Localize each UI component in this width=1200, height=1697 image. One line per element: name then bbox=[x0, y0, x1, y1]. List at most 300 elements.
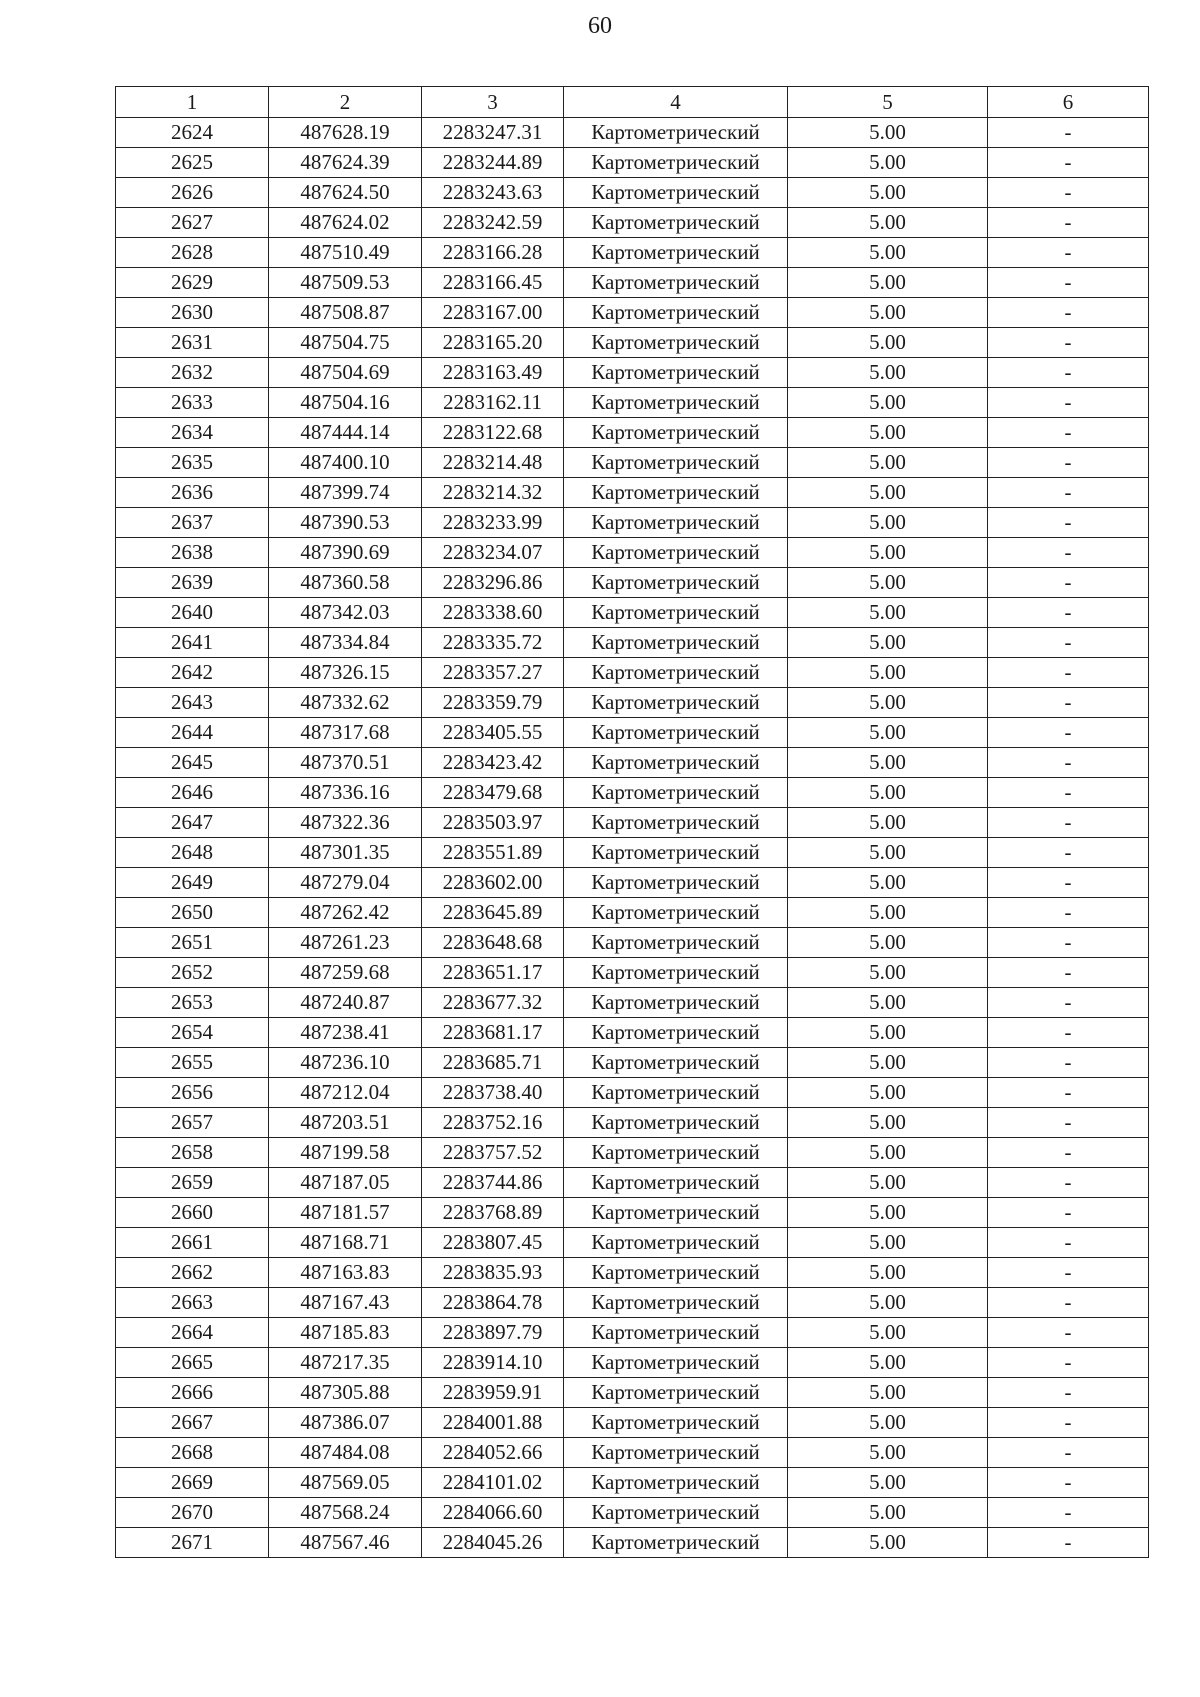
cell-note: - bbox=[988, 448, 1149, 478]
cell-x-coordinate: 487317.68 bbox=[269, 718, 422, 748]
cell-note: - bbox=[988, 238, 1149, 268]
table-row bbox=[116, 808, 1149, 838]
cell-accuracy: 5.00 bbox=[788, 718, 988, 748]
cell-y-coordinate: 2283685.71 bbox=[422, 1048, 564, 1078]
cell-y-coordinate: 2283479.68 bbox=[422, 778, 564, 808]
cell-note: - bbox=[988, 1408, 1149, 1438]
cell-x-coordinate: 487203.51 bbox=[269, 1108, 422, 1138]
cell-x-coordinate: 487187.05 bbox=[269, 1168, 422, 1198]
cell-method: Картометрический bbox=[564, 1228, 788, 1258]
cell-accuracy: 5.00 bbox=[788, 148, 988, 178]
cell-point-number: 2634 bbox=[116, 418, 269, 448]
cell-note: - bbox=[988, 898, 1149, 928]
table-row bbox=[116, 1258, 1149, 1288]
table-row bbox=[116, 748, 1149, 778]
cell-point-number: 2629 bbox=[116, 268, 269, 298]
cell-note: - bbox=[988, 1528, 1149, 1558]
cell-accuracy: 5.00 bbox=[788, 328, 988, 358]
cell-note: - bbox=[988, 508, 1149, 538]
cell-note: - bbox=[988, 868, 1149, 898]
cell-x-coordinate: 487279.04 bbox=[269, 868, 422, 898]
cell-x-coordinate: 487390.53 bbox=[269, 508, 422, 538]
cell-accuracy: 5.00 bbox=[788, 1198, 988, 1228]
cell-point-number: 2651 bbox=[116, 928, 269, 958]
cell-x-coordinate: 487301.35 bbox=[269, 838, 422, 868]
cell-accuracy: 5.00 bbox=[788, 1498, 988, 1528]
cell-accuracy: 5.00 bbox=[788, 988, 988, 1018]
cell-method: Картометрический bbox=[564, 1348, 788, 1378]
cell-x-coordinate: 487624.39 bbox=[269, 148, 422, 178]
cell-method: Картометрический bbox=[564, 1528, 788, 1558]
table-row bbox=[116, 208, 1149, 238]
cell-y-coordinate: 2283233.99 bbox=[422, 508, 564, 538]
cell-y-coordinate: 2283835.93 bbox=[422, 1258, 564, 1288]
cell-accuracy: 5.00 bbox=[788, 658, 988, 688]
cell-point-number: 2668 bbox=[116, 1438, 269, 1468]
cell-method: Картометрический bbox=[564, 1468, 788, 1498]
cell-x-coordinate: 487504.69 bbox=[269, 358, 422, 388]
cell-accuracy: 5.00 bbox=[788, 1438, 988, 1468]
cell-x-coordinate: 487624.02 bbox=[269, 208, 422, 238]
table-row bbox=[116, 1348, 1149, 1378]
cell-note: - bbox=[988, 298, 1149, 328]
cell-x-coordinate: 487569.05 bbox=[269, 1468, 422, 1498]
cell-y-coordinate: 2283244.89 bbox=[422, 148, 564, 178]
table-header-row bbox=[116, 87, 1149, 118]
cell-point-number: 2663 bbox=[116, 1288, 269, 1318]
table-row bbox=[116, 838, 1149, 868]
table-row bbox=[116, 688, 1149, 718]
cell-y-coordinate: 2283165.20 bbox=[422, 328, 564, 358]
cell-x-coordinate: 487261.23 bbox=[269, 928, 422, 958]
cell-y-coordinate: 2283167.00 bbox=[422, 298, 564, 328]
cell-y-coordinate: 2283338.60 bbox=[422, 598, 564, 628]
table-row bbox=[116, 1048, 1149, 1078]
cell-accuracy: 5.00 bbox=[788, 928, 988, 958]
cell-point-number: 2659 bbox=[116, 1168, 269, 1198]
cell-accuracy: 5.00 bbox=[788, 1318, 988, 1348]
cell-note: - bbox=[988, 808, 1149, 838]
cell-accuracy: 5.00 bbox=[788, 1048, 988, 1078]
cell-point-number: 2653 bbox=[116, 988, 269, 1018]
cell-x-coordinate: 487386.07 bbox=[269, 1408, 422, 1438]
cell-y-coordinate: 2283359.79 bbox=[422, 688, 564, 718]
table-row bbox=[116, 898, 1149, 928]
cell-method: Картометрический bbox=[564, 778, 788, 808]
cell-accuracy: 5.00 bbox=[788, 958, 988, 988]
cell-method: Картометрический bbox=[564, 238, 788, 268]
cell-accuracy: 5.00 bbox=[788, 1228, 988, 1258]
cell-x-coordinate: 487181.57 bbox=[269, 1198, 422, 1228]
cell-x-coordinate: 487305.88 bbox=[269, 1378, 422, 1408]
cell-accuracy: 5.00 bbox=[788, 118, 988, 148]
cell-y-coordinate: 2284045.26 bbox=[422, 1528, 564, 1558]
cell-method: Картометрический bbox=[564, 1408, 788, 1438]
cell-point-number: 2660 bbox=[116, 1198, 269, 1228]
table-row bbox=[116, 1018, 1149, 1048]
cell-x-coordinate: 487509.53 bbox=[269, 268, 422, 298]
cell-point-number: 2646 bbox=[116, 778, 269, 808]
cell-method: Картометрический bbox=[564, 178, 788, 208]
cell-x-coordinate: 487504.75 bbox=[269, 328, 422, 358]
cell-accuracy: 5.00 bbox=[788, 1168, 988, 1198]
cell-y-coordinate: 2283247.31 bbox=[422, 118, 564, 148]
cell-method: Картометрический bbox=[564, 808, 788, 838]
cell-x-coordinate: 487624.50 bbox=[269, 178, 422, 208]
cell-note: - bbox=[988, 1018, 1149, 1048]
cell-note: - bbox=[988, 718, 1149, 748]
cell-y-coordinate: 2284066.60 bbox=[422, 1498, 564, 1528]
cell-y-coordinate: 2283405.55 bbox=[422, 718, 564, 748]
cell-note: - bbox=[988, 778, 1149, 808]
table-row bbox=[116, 1468, 1149, 1498]
cell-note: - bbox=[988, 1138, 1149, 1168]
cell-x-coordinate: 487360.58 bbox=[269, 568, 422, 598]
cell-point-number: 2636 bbox=[116, 478, 269, 508]
cell-method: Картометрический bbox=[564, 1078, 788, 1108]
cell-accuracy: 5.00 bbox=[788, 1348, 988, 1378]
column-header: 3 bbox=[422, 87, 564, 118]
cell-point-number: 2656 bbox=[116, 1078, 269, 1108]
cell-point-number: 2647 bbox=[116, 808, 269, 838]
cell-point-number: 2631 bbox=[116, 328, 269, 358]
table-row bbox=[116, 448, 1149, 478]
cell-note: - bbox=[988, 838, 1149, 868]
cell-point-number: 2671 bbox=[116, 1528, 269, 1558]
table-row bbox=[116, 148, 1149, 178]
cell-x-coordinate: 487332.62 bbox=[269, 688, 422, 718]
cell-x-coordinate: 487212.04 bbox=[269, 1078, 422, 1108]
cell-note: - bbox=[988, 958, 1149, 988]
cell-accuracy: 5.00 bbox=[788, 568, 988, 598]
cell-x-coordinate: 487568.24 bbox=[269, 1498, 422, 1528]
cell-method: Картометрический bbox=[564, 418, 788, 448]
cell-note: - bbox=[988, 688, 1149, 718]
cell-method: Картометрический bbox=[564, 838, 788, 868]
cell-x-coordinate: 487504.16 bbox=[269, 388, 422, 418]
cell-accuracy: 5.00 bbox=[788, 238, 988, 268]
cell-method: Картометрический bbox=[564, 1258, 788, 1288]
cell-point-number: 2654 bbox=[116, 1018, 269, 1048]
cell-x-coordinate: 487508.87 bbox=[269, 298, 422, 328]
cell-method: Картометрический bbox=[564, 1318, 788, 1348]
cell-method: Картометрический bbox=[564, 208, 788, 238]
table-row bbox=[116, 388, 1149, 418]
cell-accuracy: 5.00 bbox=[788, 478, 988, 508]
cell-y-coordinate: 2283651.17 bbox=[422, 958, 564, 988]
column-header: 4 bbox=[564, 87, 788, 118]
cell-y-coordinate: 2283602.00 bbox=[422, 868, 564, 898]
cell-point-number: 2638 bbox=[116, 538, 269, 568]
cell-accuracy: 5.00 bbox=[788, 598, 988, 628]
cell-y-coordinate: 2283768.89 bbox=[422, 1198, 564, 1228]
cell-x-coordinate: 487390.69 bbox=[269, 538, 422, 568]
cell-method: Картометрический bbox=[564, 1288, 788, 1318]
cell-x-coordinate: 487240.87 bbox=[269, 988, 422, 1018]
cell-method: Картометрический bbox=[564, 718, 788, 748]
cell-point-number: 2641 bbox=[116, 628, 269, 658]
cell-point-number: 2664 bbox=[116, 1318, 269, 1348]
cell-note: - bbox=[988, 358, 1149, 388]
cell-note: - bbox=[988, 1228, 1149, 1258]
cell-accuracy: 5.00 bbox=[788, 508, 988, 538]
table-row bbox=[116, 868, 1149, 898]
cell-note: - bbox=[988, 148, 1149, 178]
cell-point-number: 2648 bbox=[116, 838, 269, 868]
table-row bbox=[116, 418, 1149, 448]
cell-accuracy: 5.00 bbox=[788, 358, 988, 388]
table-row bbox=[116, 358, 1149, 388]
cell-y-coordinate: 2283744.86 bbox=[422, 1168, 564, 1198]
cell-point-number: 2667 bbox=[116, 1408, 269, 1438]
cell-note: - bbox=[988, 1438, 1149, 1468]
cell-accuracy: 5.00 bbox=[788, 538, 988, 568]
cell-method: Картометрический bbox=[564, 688, 788, 718]
cell-y-coordinate: 2283648.68 bbox=[422, 928, 564, 958]
table-row bbox=[116, 1108, 1149, 1138]
cell-x-coordinate: 487399.74 bbox=[269, 478, 422, 508]
table-row bbox=[116, 1318, 1149, 1348]
cell-accuracy: 5.00 bbox=[788, 1288, 988, 1318]
cell-y-coordinate: 2284101.02 bbox=[422, 1468, 564, 1498]
cell-point-number: 2670 bbox=[116, 1498, 269, 1528]
cell-note: - bbox=[988, 268, 1149, 298]
cell-note: - bbox=[988, 1468, 1149, 1498]
cell-point-number: 2666 bbox=[116, 1378, 269, 1408]
page-number: 60 bbox=[588, 13, 612, 39]
column-header: 6 bbox=[988, 87, 1149, 118]
cell-point-number: 2643 bbox=[116, 688, 269, 718]
cell-accuracy: 5.00 bbox=[788, 1258, 988, 1288]
cell-accuracy: 5.00 bbox=[788, 178, 988, 208]
cell-x-coordinate: 487510.49 bbox=[269, 238, 422, 268]
cell-method: Картометрический bbox=[564, 928, 788, 958]
cell-x-coordinate: 487370.51 bbox=[269, 748, 422, 778]
cell-method: Картометрический bbox=[564, 958, 788, 988]
cell-point-number: 2644 bbox=[116, 718, 269, 748]
cell-y-coordinate: 2283423.42 bbox=[422, 748, 564, 778]
cell-accuracy: 5.00 bbox=[788, 808, 988, 838]
cell-x-coordinate: 487628.19 bbox=[269, 118, 422, 148]
cell-x-coordinate: 487322.36 bbox=[269, 808, 422, 838]
table-row bbox=[116, 538, 1149, 568]
cell-x-coordinate: 487163.83 bbox=[269, 1258, 422, 1288]
cell-y-coordinate: 2283738.40 bbox=[422, 1078, 564, 1108]
cell-x-coordinate: 487168.71 bbox=[269, 1228, 422, 1258]
cell-method: Картометрический bbox=[564, 898, 788, 928]
table-row bbox=[116, 598, 1149, 628]
cell-x-coordinate: 487217.35 bbox=[269, 1348, 422, 1378]
cell-point-number: 2658 bbox=[116, 1138, 269, 1168]
cell-accuracy: 5.00 bbox=[788, 838, 988, 868]
cell-y-coordinate: 2283243.63 bbox=[422, 178, 564, 208]
cell-note: - bbox=[988, 748, 1149, 778]
table-row bbox=[116, 1378, 1149, 1408]
cell-accuracy: 5.00 bbox=[788, 898, 988, 928]
cell-accuracy: 5.00 bbox=[788, 388, 988, 418]
cell-x-coordinate: 487484.08 bbox=[269, 1438, 422, 1468]
cell-y-coordinate: 2283645.89 bbox=[422, 898, 564, 928]
cell-point-number: 2669 bbox=[116, 1468, 269, 1498]
cell-point-number: 2639 bbox=[116, 568, 269, 598]
cell-note: - bbox=[988, 1348, 1149, 1378]
table-row bbox=[116, 118, 1149, 148]
table-row bbox=[116, 238, 1149, 268]
cell-method: Картометрический bbox=[564, 538, 788, 568]
cell-method: Картометрический bbox=[564, 598, 788, 628]
cell-y-coordinate: 2283757.52 bbox=[422, 1138, 564, 1168]
cell-method: Картометрический bbox=[564, 358, 788, 388]
cell-note: - bbox=[988, 478, 1149, 508]
cell-point-number: 2642 bbox=[116, 658, 269, 688]
cell-note: - bbox=[988, 598, 1149, 628]
cell-y-coordinate: 2283166.28 bbox=[422, 238, 564, 268]
column-header: 1 bbox=[116, 87, 269, 118]
cell-method: Картометрический bbox=[564, 568, 788, 598]
table-row bbox=[116, 928, 1149, 958]
table-row bbox=[116, 178, 1149, 208]
cell-y-coordinate: 2283914.10 bbox=[422, 1348, 564, 1378]
table-body bbox=[116, 118, 1149, 1558]
cell-accuracy: 5.00 bbox=[788, 1408, 988, 1438]
cell-accuracy: 5.00 bbox=[788, 1528, 988, 1558]
column-header: 2 bbox=[269, 87, 422, 118]
cell-note: - bbox=[988, 1318, 1149, 1348]
cell-method: Картометрический bbox=[564, 1048, 788, 1078]
cell-accuracy: 5.00 bbox=[788, 1078, 988, 1108]
cell-y-coordinate: 2283166.45 bbox=[422, 268, 564, 298]
cell-method: Картометрический bbox=[564, 1438, 788, 1468]
cell-x-coordinate: 487334.84 bbox=[269, 628, 422, 658]
cell-note: - bbox=[988, 988, 1149, 1018]
cell-point-number: 2652 bbox=[116, 958, 269, 988]
cell-y-coordinate: 2283357.27 bbox=[422, 658, 564, 688]
cell-x-coordinate: 487167.43 bbox=[269, 1288, 422, 1318]
cell-method: Картометрический bbox=[564, 508, 788, 538]
cell-method: Картометрический bbox=[564, 868, 788, 898]
cell-point-number: 2649 bbox=[116, 868, 269, 898]
cell-method: Картометрический bbox=[564, 1018, 788, 1048]
cell-note: - bbox=[988, 118, 1149, 148]
cell-method: Картометрический bbox=[564, 1378, 788, 1408]
cell-accuracy: 5.00 bbox=[788, 628, 988, 658]
cell-note: - bbox=[988, 328, 1149, 358]
cell-note: - bbox=[988, 628, 1149, 658]
cell-accuracy: 5.00 bbox=[788, 748, 988, 778]
cell-y-coordinate: 2283503.97 bbox=[422, 808, 564, 838]
cell-y-coordinate: 2283677.32 bbox=[422, 988, 564, 1018]
cell-accuracy: 5.00 bbox=[788, 268, 988, 298]
cell-accuracy: 5.00 bbox=[788, 448, 988, 478]
cell-y-coordinate: 2283163.49 bbox=[422, 358, 564, 388]
cell-accuracy: 5.00 bbox=[788, 208, 988, 238]
cell-point-number: 2661 bbox=[116, 1228, 269, 1258]
cell-note: - bbox=[988, 658, 1149, 688]
table-row bbox=[116, 298, 1149, 328]
cell-x-coordinate: 487236.10 bbox=[269, 1048, 422, 1078]
cell-point-number: 2633 bbox=[116, 388, 269, 418]
column-header: 5 bbox=[788, 87, 988, 118]
cell-method: Картометрический bbox=[564, 388, 788, 418]
table-row bbox=[116, 568, 1149, 598]
cell-y-coordinate: 2283959.91 bbox=[422, 1378, 564, 1408]
cell-note: - bbox=[988, 388, 1149, 418]
cell-point-number: 2627 bbox=[116, 208, 269, 238]
cell-note: - bbox=[988, 418, 1149, 448]
cell-y-coordinate: 2283807.45 bbox=[422, 1228, 564, 1258]
cell-y-coordinate: 2283122.68 bbox=[422, 418, 564, 448]
cell-method: Картометрический bbox=[564, 448, 788, 478]
cell-x-coordinate: 487336.16 bbox=[269, 778, 422, 808]
cell-x-coordinate: 487342.03 bbox=[269, 598, 422, 628]
table-row bbox=[116, 778, 1149, 808]
cell-x-coordinate: 487185.83 bbox=[269, 1318, 422, 1348]
cell-note: - bbox=[988, 1288, 1149, 1318]
cell-point-number: 2628 bbox=[116, 238, 269, 268]
table-row bbox=[116, 1408, 1149, 1438]
cell-method: Картометрический bbox=[564, 478, 788, 508]
cell-accuracy: 5.00 bbox=[788, 1018, 988, 1048]
cell-point-number: 2655 bbox=[116, 1048, 269, 1078]
cell-y-coordinate: 2283897.79 bbox=[422, 1318, 564, 1348]
cell-point-number: 2665 bbox=[116, 1348, 269, 1378]
cell-accuracy: 5.00 bbox=[788, 1378, 988, 1408]
cell-note: - bbox=[988, 1198, 1149, 1228]
cell-x-coordinate: 487444.14 bbox=[269, 418, 422, 448]
cell-note: - bbox=[988, 208, 1149, 238]
table-row bbox=[116, 1438, 1149, 1468]
table-row bbox=[116, 268, 1149, 298]
cell-method: Картометрический bbox=[564, 298, 788, 328]
table-row bbox=[116, 1228, 1149, 1258]
cell-x-coordinate: 487567.46 bbox=[269, 1528, 422, 1558]
cell-point-number: 2662 bbox=[116, 1258, 269, 1288]
cell-note: - bbox=[988, 1378, 1149, 1408]
cell-point-number: 2640 bbox=[116, 598, 269, 628]
cell-accuracy: 5.00 bbox=[788, 418, 988, 448]
table-row bbox=[116, 658, 1149, 688]
cell-note: - bbox=[988, 1048, 1149, 1078]
cell-y-coordinate: 2283214.48 bbox=[422, 448, 564, 478]
cell-point-number: 2637 bbox=[116, 508, 269, 538]
cell-point-number: 2625 bbox=[116, 148, 269, 178]
cell-note: - bbox=[988, 178, 1149, 208]
cell-point-number: 2632 bbox=[116, 358, 269, 388]
cell-accuracy: 5.00 bbox=[788, 688, 988, 718]
cell-method: Картометрический bbox=[564, 1138, 788, 1168]
cell-y-coordinate: 2284001.88 bbox=[422, 1408, 564, 1438]
cell-y-coordinate: 2283681.17 bbox=[422, 1018, 564, 1048]
cell-point-number: 2645 bbox=[116, 748, 269, 778]
cell-method: Картометрический bbox=[564, 118, 788, 148]
cell-note: - bbox=[988, 538, 1149, 568]
cell-y-coordinate: 2284052.66 bbox=[422, 1438, 564, 1468]
cell-x-coordinate: 487326.15 bbox=[269, 658, 422, 688]
cell-point-number: 2630 bbox=[116, 298, 269, 328]
cell-method: Картометрический bbox=[564, 1198, 788, 1228]
cell-method: Картометрический bbox=[564, 988, 788, 1018]
cell-y-coordinate: 2283234.07 bbox=[422, 538, 564, 568]
cell-note: - bbox=[988, 568, 1149, 598]
cell-y-coordinate: 2283752.16 bbox=[422, 1108, 564, 1138]
cell-accuracy: 5.00 bbox=[788, 1138, 988, 1168]
table-row bbox=[116, 1138, 1149, 1168]
cell-accuracy: 5.00 bbox=[788, 1108, 988, 1138]
cell-note: - bbox=[988, 1108, 1149, 1138]
cell-point-number: 2657 bbox=[116, 1108, 269, 1138]
cell-y-coordinate: 2283551.89 bbox=[422, 838, 564, 868]
cell-accuracy: 5.00 bbox=[788, 1468, 988, 1498]
